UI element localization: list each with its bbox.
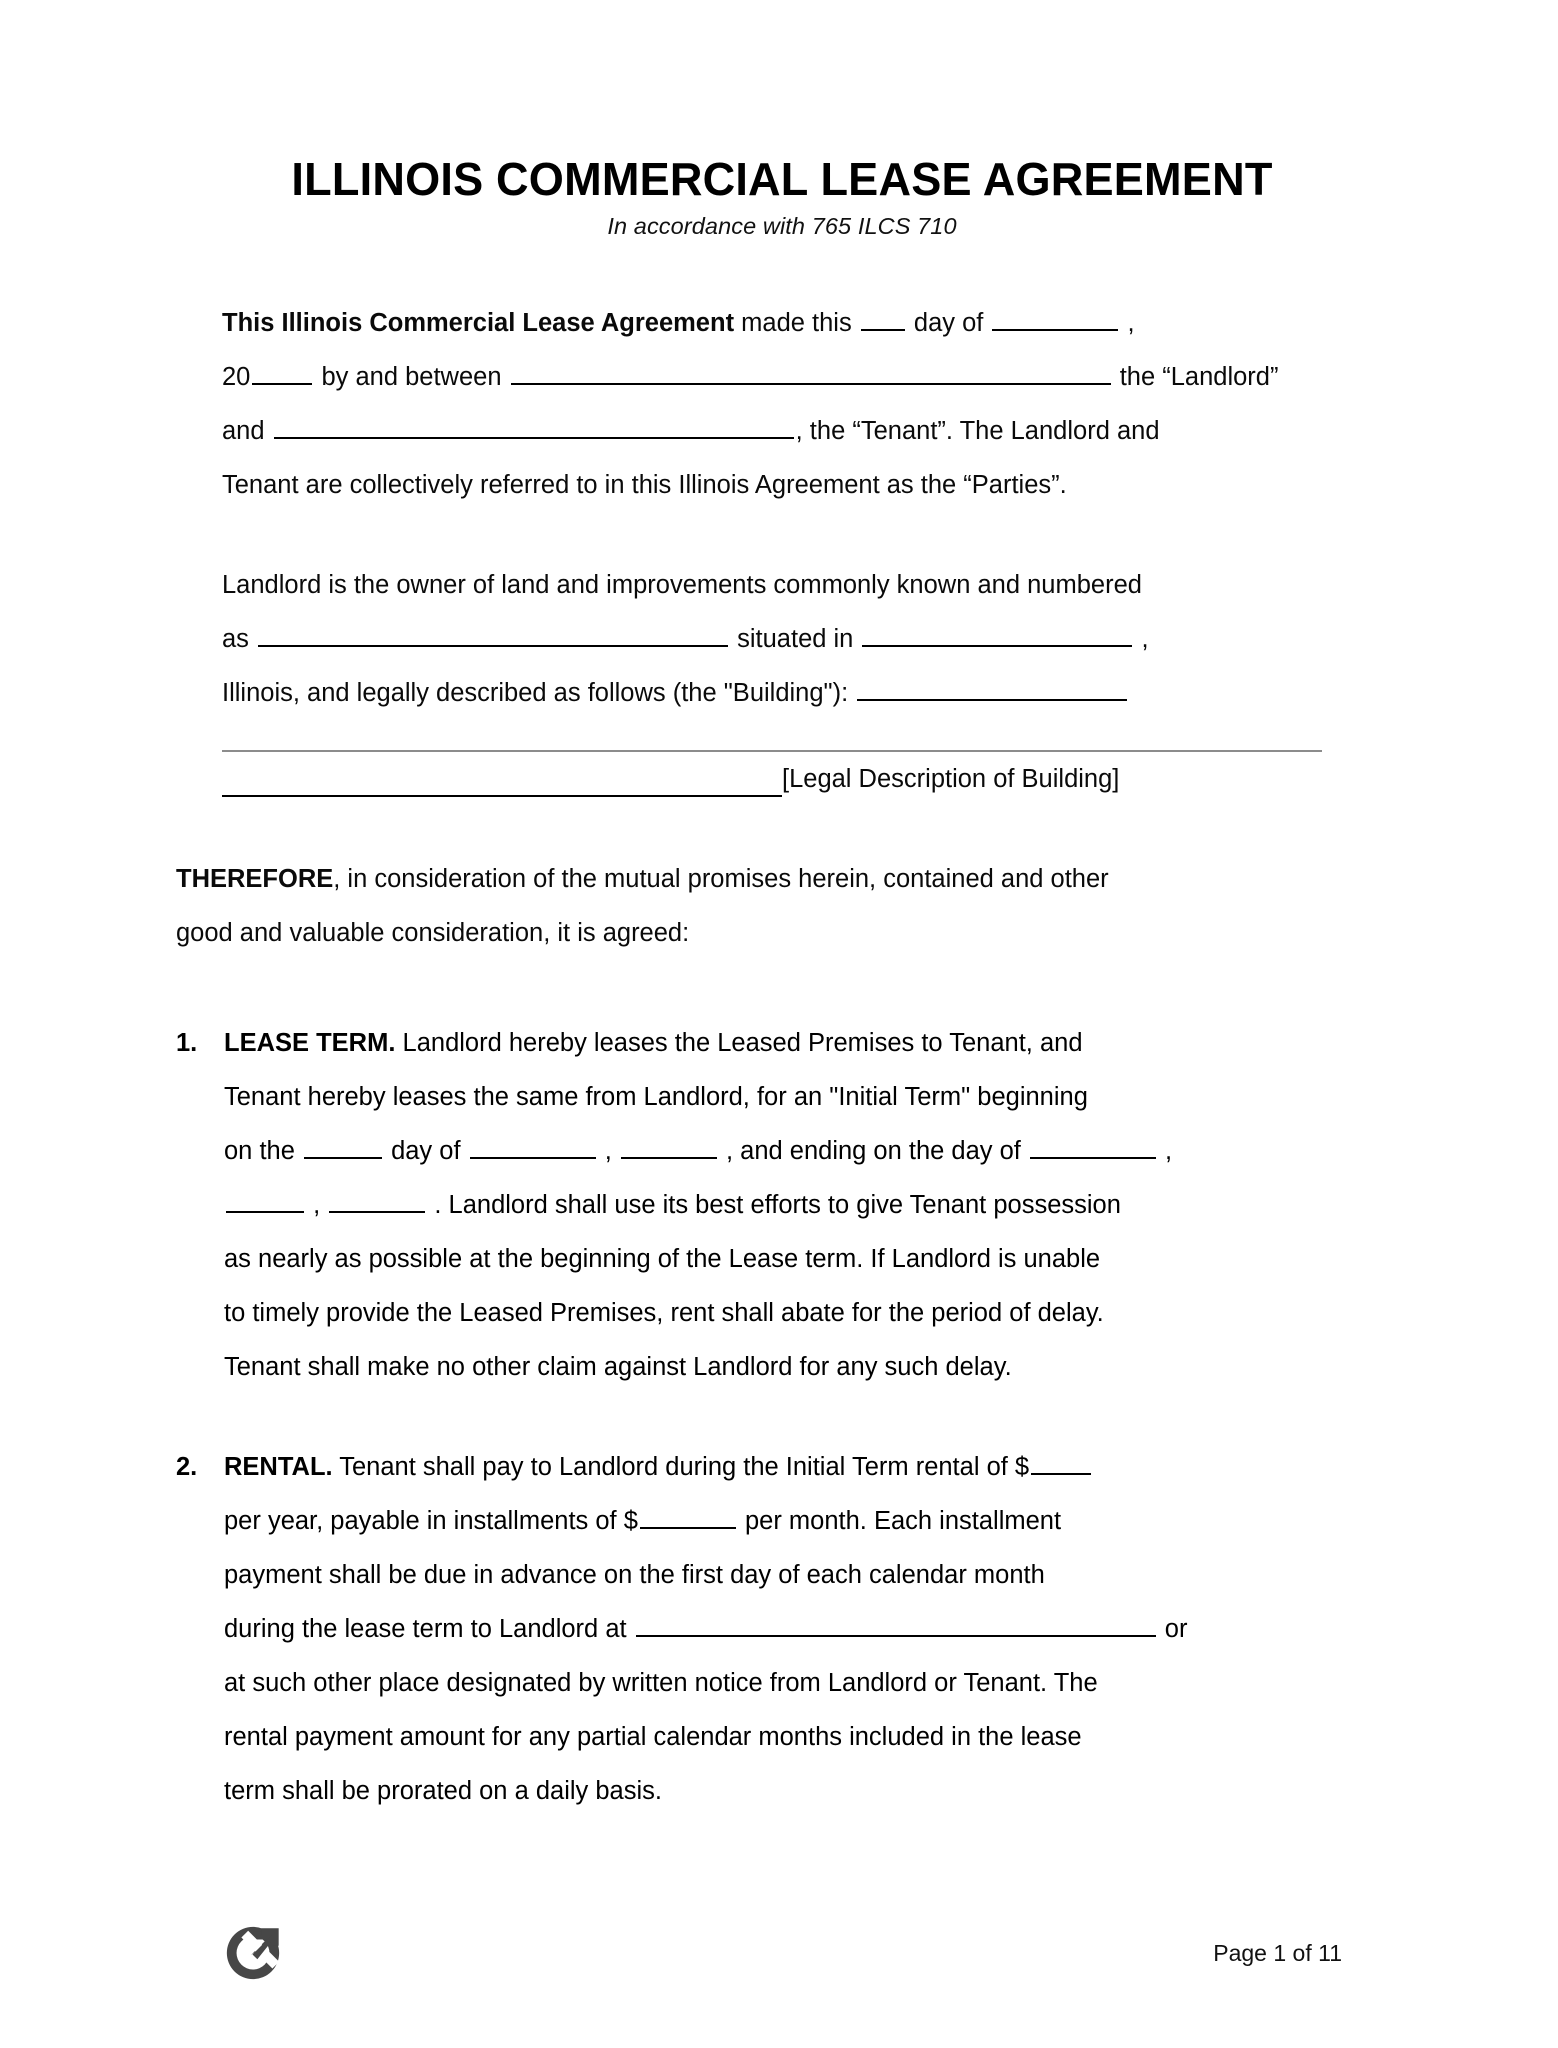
intro-paragraph xyxy=(222,296,1342,512)
intro-line2-text-b: by and between xyxy=(314,363,509,392)
blank-start-month[interactable] xyxy=(470,1138,596,1159)
document-content xyxy=(176,0,1342,1818)
intro-line3-text-a: and xyxy=(222,417,272,446)
clause1-text-3d: , and ending on the day of xyxy=(718,1137,1028,1166)
clause2-line-5: at such other place designated by written notice from Landlord or Tenant. The xyxy=(224,1669,1098,1698)
therefore-line-2: good and valuable consideration, it is agreed: xyxy=(176,919,690,948)
clause1-line-3 xyxy=(224,1124,1342,1178)
clause2-text-2a: per year, payable in installments of $ xyxy=(224,1507,638,1536)
blank-monthly-rent[interactable] xyxy=(640,1508,736,1529)
clause1-text-3b: day of xyxy=(383,1137,468,1166)
page-subtitle: In accordance with 765 ILCS 710 xyxy=(607,213,957,240)
therefore-line1-text: , in consideration of the mutual promises herein, contained and other xyxy=(333,865,1109,894)
spacer xyxy=(222,1394,1342,1440)
intro-line-2 xyxy=(222,350,1342,404)
intro-line-3 xyxy=(222,404,1342,458)
clause2-text-2b: per month. Each installment xyxy=(737,1507,1062,1536)
spacer xyxy=(222,512,1342,558)
blank-end-month[interactable] xyxy=(1030,1138,1156,1159)
blank-month[interactable] xyxy=(992,310,1118,331)
building-line3-text-a: Illinois, and legally described as follows (the "Building"): xyxy=(222,679,856,708)
blank-year[interactable] xyxy=(252,364,312,385)
clause1-line-6: to timely provide the Leased Premises, rent shall abate for the period of delay. xyxy=(224,1299,1104,1328)
building-line2-text-b: situated in xyxy=(730,625,861,654)
intro-line-4: Tenant are collectively referred to in this Illinois Agreement as the “Parties”. xyxy=(222,471,1067,500)
therefore-paragraph xyxy=(176,852,1342,960)
building-line2-text-c: , xyxy=(1134,625,1149,654)
clause2-heading: RENTAL. xyxy=(224,1453,333,1482)
blank-payment-address[interactable] xyxy=(636,1616,1156,1637)
page-title: ILLINOIS COMMERCIAL LEASE AGREEMENT xyxy=(291,153,1273,205)
page-number: Page 1 of 11 xyxy=(1213,1939,1342,1966)
building-line-1: Landlord is the owner of land and improvements commonly known and numbered xyxy=(222,571,1142,600)
clause1-line-4 xyxy=(224,1178,1342,1232)
clause-body-2 xyxy=(224,1440,1342,1818)
blank-end-year[interactable] xyxy=(329,1192,425,1213)
clause2-line-3: payment shall be due in advance on the first day of each calendar month xyxy=(224,1561,1045,1590)
intro-line1-text-c: , xyxy=(1120,309,1135,338)
building-line-5 xyxy=(222,752,1342,806)
clause1-heading: LEASE TERM. xyxy=(224,1029,396,1058)
blank-end-day[interactable] xyxy=(226,1192,304,1213)
page-footer xyxy=(222,1910,1342,1996)
clause2-text-4a: during the lease term to Landlord at xyxy=(224,1615,634,1644)
blank-legal-description-1[interactable] xyxy=(857,680,1127,701)
clause1-line-1 xyxy=(224,1016,1342,1070)
clause2-line-4 xyxy=(224,1602,1342,1656)
clause1-text-4b: . Landlord shall use its best efforts to give Tenant possession xyxy=(427,1191,1121,1220)
blank-landlord-name[interactable] xyxy=(511,364,1111,385)
blank-property-address[interactable] xyxy=(258,626,728,647)
therefore-line-1 xyxy=(176,852,1342,906)
clause2-line-2 xyxy=(224,1494,1342,1548)
blank-day[interactable] xyxy=(861,310,905,331)
eforms-circular-arrow-logo xyxy=(222,1922,284,1984)
spacer xyxy=(222,806,1342,852)
intro-lead-bold: This Illinois Commercial Lease Agreement xyxy=(222,309,735,338)
intro-line1-text-b: day of xyxy=(906,309,991,338)
clause2-text-1: Tenant shall pay to Landlord during the Initial Term rental of $ xyxy=(332,1453,1030,1482)
blank-annual-rent[interactable] xyxy=(1031,1454,1091,1475)
clause1-line-5: as nearly as possible at the beginning of the Lease term. If Landlord is unable xyxy=(224,1245,1101,1274)
building-paragraph xyxy=(222,558,1342,806)
intro-line2-text-c: the “Landlord” xyxy=(1112,363,1279,392)
clause2-line-1 xyxy=(224,1440,1342,1494)
spacer xyxy=(222,960,1342,1016)
clause-number-2: 2. xyxy=(176,1453,198,1482)
clause1-line-2: Tenant hereby leases the same from Landlord, for an "Initial Term" beginning xyxy=(224,1083,1088,1112)
therefore-bold: THEREFORE xyxy=(176,865,334,894)
blank-start-year[interactable] xyxy=(621,1138,717,1159)
clause2-line-7: term shall be prorated on a daily basis. xyxy=(224,1777,662,1806)
clause1-text-4a: , xyxy=(306,1191,328,1220)
clause-lease-term xyxy=(176,1016,1342,1394)
clause-body-1 xyxy=(224,1016,1342,1394)
intro-line-1 xyxy=(222,296,1342,350)
blank-legal-description-3[interactable] xyxy=(222,795,782,797)
building-line-3 xyxy=(222,666,1342,720)
clause-rental xyxy=(176,1440,1342,1818)
clause1-text-3c: , xyxy=(597,1137,619,1166)
clause2-text-4b: or xyxy=(1157,1615,1188,1644)
intro-line3-text-b: , the “Tenant”. The Landlord and xyxy=(795,417,1160,446)
blank-start-day[interactable] xyxy=(304,1138,382,1159)
legal-description-label: [Legal Description of Building] xyxy=(782,765,1120,794)
clause-number-1: 1. xyxy=(176,1029,198,1058)
blank-city[interactable] xyxy=(862,626,1132,647)
blank-tenant-name[interactable] xyxy=(274,418,794,439)
intro-year-prefix: 20 xyxy=(222,363,251,392)
clause1-text-1: Landlord hereby leases the Leased Premises to Tenant, and xyxy=(395,1029,1083,1058)
clause2-line-6: rental payment amount for any partial calendar months included in the lease xyxy=(224,1723,1082,1752)
clause1-line-7: Tenant shall make no other claim against Landlord for any such delay. xyxy=(224,1353,1012,1382)
spacer xyxy=(222,240,1342,296)
intro-line1-text-a: made this xyxy=(734,309,859,338)
building-line-2 xyxy=(222,612,1342,666)
clause1-text-3e: , xyxy=(1157,1137,1173,1166)
building-line2-text-a: as xyxy=(222,625,257,654)
clause1-text-3a: on the xyxy=(224,1137,302,1166)
